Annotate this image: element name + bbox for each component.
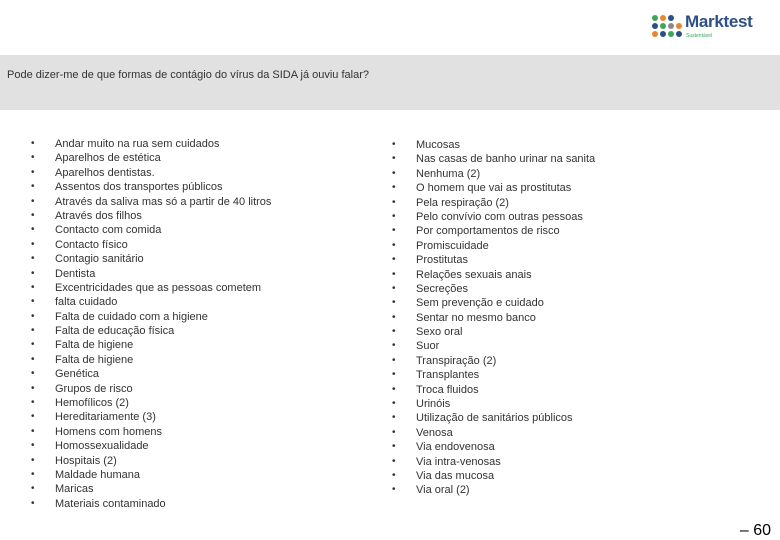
list-item-label: Nas casas de banho urinar na sanita bbox=[416, 153, 596, 166]
bullet-icon: • bbox=[31, 325, 35, 337]
bullet-icon: • bbox=[31, 310, 35, 322]
bullet-icon: • bbox=[31, 382, 35, 394]
bullet-icon: • bbox=[31, 497, 35, 509]
list-item-label: Venosa bbox=[416, 426, 453, 439]
list-item-label: Por comportamentos de risco bbox=[416, 225, 560, 238]
list-item bbox=[31, 396, 361, 410]
list-item-label: Grupos de risco bbox=[55, 382, 133, 395]
bullet-icon: • bbox=[392, 398, 396, 410]
list-item bbox=[392, 296, 722, 310]
list-item bbox=[31, 238, 361, 252]
list-item-label: Transpiração (2) bbox=[416, 354, 497, 367]
list-item bbox=[392, 411, 722, 425]
bullet-icon: • bbox=[31, 209, 35, 221]
bullet-icon: • bbox=[31, 353, 35, 365]
list-item-label: Via oral (2) bbox=[416, 484, 470, 497]
list-item-label: Promiscuidade bbox=[416, 239, 489, 252]
bullet-icon: • bbox=[392, 139, 396, 150]
list-item-label: Maldade humana bbox=[55, 468, 141, 481]
list-item-label: Sentar no mesmo banco bbox=[416, 311, 536, 324]
bullet-icon: • bbox=[31, 253, 35, 265]
bullet-icon: • bbox=[392, 469, 396, 481]
list-item bbox=[392, 455, 722, 469]
list-item-label: Homens com homens bbox=[55, 425, 162, 438]
bullet-icon: • bbox=[392, 412, 396, 424]
bullet-icon: • bbox=[31, 339, 35, 351]
bullet-icon: • bbox=[31, 267, 35, 279]
list-item bbox=[392, 383, 722, 397]
list-item-label: Prostitutas bbox=[416, 254, 468, 267]
list-item bbox=[31, 267, 361, 281]
list-item-label: Relações sexuais anais bbox=[416, 268, 532, 281]
list-item bbox=[392, 253, 722, 267]
list-item bbox=[31, 353, 361, 367]
list-item bbox=[31, 439, 361, 453]
bullet-icon: • bbox=[392, 441, 396, 453]
list-item-label: Hospitais (2) bbox=[55, 454, 117, 467]
list-item-label: Mucosas bbox=[416, 139, 461, 151]
list-item-label: Através dos filhos bbox=[55, 209, 142, 222]
bullet-icon: • bbox=[31, 181, 35, 193]
bullet-icon: • bbox=[392, 239, 396, 251]
bullet-icon: • bbox=[31, 296, 35, 308]
bullet-icon: • bbox=[392, 426, 396, 438]
list-item bbox=[392, 224, 722, 238]
list-item-label: Homossexualidade bbox=[55, 440, 149, 453]
bullet-icon: • bbox=[31, 411, 35, 423]
bullet-icon: • bbox=[392, 196, 396, 208]
list-item bbox=[392, 426, 722, 440]
page-number: – 60 bbox=[739, 522, 771, 539]
bullet-icon: • bbox=[31, 238, 35, 250]
list-item-label: Assentos dos transportes públicos bbox=[55, 181, 223, 194]
bullet-icon: • bbox=[392, 369, 396, 381]
list-item-label: Sexo oral bbox=[416, 326, 463, 339]
list-item bbox=[31, 166, 361, 180]
list-item bbox=[392, 397, 722, 411]
bullet-icon: • bbox=[392, 282, 396, 294]
bullet-icon: • bbox=[392, 153, 396, 165]
bullet-icon: • bbox=[392, 455, 396, 467]
marktest-logo bbox=[652, 14, 764, 42]
list-item-label: Hemofílicos (2) bbox=[55, 397, 129, 410]
list-item bbox=[31, 454, 361, 468]
list-item bbox=[392, 282, 722, 296]
list-item-label: Urinóis bbox=[416, 398, 451, 411]
bullet-icon: • bbox=[392, 340, 396, 352]
list-item-label: Falta de higiene bbox=[55, 339, 134, 352]
bullet-icon: • bbox=[392, 182, 396, 194]
list-item bbox=[392, 483, 722, 497]
list-item bbox=[31, 425, 361, 439]
bullet-icon: • bbox=[392, 225, 396, 237]
answers-list-left bbox=[31, 137, 361, 511]
list-item bbox=[31, 382, 361, 396]
bullet-icon: • bbox=[392, 311, 396, 323]
list-item-label: Utilização de sanitários públicos bbox=[416, 412, 573, 425]
answers-list-right bbox=[392, 138, 722, 498]
list-item bbox=[392, 181, 722, 195]
list-item-label: Secreções bbox=[416, 282, 468, 295]
list-item bbox=[31, 223, 361, 237]
bullet-icon: • bbox=[31, 195, 35, 207]
list-item bbox=[31, 295, 361, 309]
list-item-label: falta cuidado bbox=[55, 296, 118, 309]
bullet-icon: • bbox=[31, 138, 35, 149]
bullet-icon: • bbox=[31, 152, 35, 164]
list-item-label: Excentricidades que as pessoas cometem bbox=[55, 281, 262, 294]
list-item-label: O homem que vai as prostitutas bbox=[416, 182, 572, 195]
list-item bbox=[392, 354, 722, 368]
list-item-label: Contacto com comida bbox=[55, 224, 162, 237]
list-item bbox=[31, 281, 361, 295]
bullet-icon: • bbox=[31, 224, 35, 236]
list-item-label: Contagio sanitário bbox=[55, 253, 144, 266]
list-item bbox=[392, 440, 722, 454]
list-item bbox=[392, 339, 722, 353]
list-item-label: Materiais contaminado bbox=[55, 497, 166, 510]
list-item-label: Sem prevenção e cuidado bbox=[416, 297, 544, 310]
list-item-label: Falta de educação física bbox=[55, 325, 175, 338]
list-item-label: Via das mucosa bbox=[416, 469, 495, 482]
list-item-label: Via intra-venosas bbox=[416, 455, 501, 468]
list-item-label: Maricas bbox=[55, 483, 94, 496]
list-item-label: Pela respiração (2) bbox=[416, 196, 509, 209]
list-item bbox=[31, 310, 361, 324]
list-item-label: Suor bbox=[416, 340, 440, 353]
list-item bbox=[31, 324, 361, 338]
list-item bbox=[31, 410, 361, 424]
bullet-icon: • bbox=[392, 268, 396, 280]
list-item-label: Aparelhos de estética bbox=[55, 152, 161, 165]
bullet-icon: • bbox=[31, 281, 35, 293]
list-item-label: Transplantes bbox=[416, 369, 480, 382]
bullet-icon: • bbox=[31, 166, 35, 178]
list-item bbox=[31, 468, 361, 482]
list-item-label: Andar muito na rua sem cuidados bbox=[55, 138, 220, 150]
list-item-label: Falta de higiene bbox=[55, 353, 134, 366]
question-band bbox=[0, 55, 780, 110]
list-item-label: Falta de cuidado com a higiene bbox=[55, 310, 208, 323]
bullet-icon: • bbox=[392, 254, 396, 266]
list-item-label: Hereditariamente (3) bbox=[55, 411, 156, 424]
list-item-label: Aparelhos dentistas. bbox=[55, 166, 155, 179]
list-item bbox=[31, 151, 361, 165]
list-item-label: Dentista bbox=[55, 267, 96, 280]
bullet-icon: • bbox=[31, 468, 35, 480]
list-item bbox=[392, 239, 722, 253]
list-item bbox=[392, 268, 722, 282]
list-item bbox=[31, 482, 361, 496]
list-item bbox=[392, 138, 722, 152]
bullet-icon: • bbox=[392, 167, 396, 179]
list-item bbox=[31, 338, 361, 352]
bullet-icon: • bbox=[392, 326, 396, 338]
list-item-label: Troca fluidos bbox=[416, 383, 479, 396]
logo-dots-icon bbox=[652, 14, 682, 42]
bullet-icon: • bbox=[31, 483, 35, 495]
list-item bbox=[392, 167, 722, 181]
bullet-icon: • bbox=[31, 368, 35, 380]
bullet-icon: • bbox=[392, 484, 396, 496]
list-item bbox=[392, 325, 722, 339]
list-item bbox=[31, 180, 361, 194]
bullet-icon: • bbox=[31, 397, 35, 409]
bullet-icon: • bbox=[31, 454, 35, 466]
list-item-label: Via endovenosa bbox=[416, 441, 495, 454]
list-item bbox=[392, 210, 722, 224]
list-item bbox=[392, 469, 722, 483]
list-item bbox=[31, 367, 361, 381]
bullet-icon: • bbox=[392, 354, 396, 366]
list-item bbox=[31, 137, 361, 151]
list-item bbox=[392, 368, 722, 382]
list-item-label: Nenhuma (2) bbox=[416, 167, 481, 180]
list-item bbox=[392, 311, 722, 325]
list-item bbox=[31, 209, 361, 223]
list-item-label: Através da saliva mas só a partir de 40 litros bbox=[55, 195, 272, 208]
bullet-icon: • bbox=[31, 425, 35, 437]
bullet-icon: • bbox=[392, 210, 396, 222]
list-item-label: Contacto físico bbox=[55, 238, 128, 251]
logo-wordmark: Marktest bbox=[685, 12, 753, 31]
list-item bbox=[31, 497, 361, 511]
bullet-icon: • bbox=[392, 297, 396, 309]
list-item bbox=[31, 252, 361, 266]
list-item bbox=[392, 152, 722, 166]
bullet-icon: • bbox=[392, 383, 396, 395]
list-item bbox=[31, 195, 361, 209]
list-item bbox=[392, 196, 722, 210]
list-item-label: Genética bbox=[55, 368, 100, 381]
logo-tagline: Sustentável bbox=[686, 33, 713, 39]
bullet-icon: • bbox=[31, 440, 35, 452]
list-item-label: Pelo convívio com outras pessoas bbox=[416, 210, 583, 223]
question-text: Pode dizer-me de que formas de contágio do vírus da SIDA já ouviu falar? bbox=[7, 69, 369, 81]
